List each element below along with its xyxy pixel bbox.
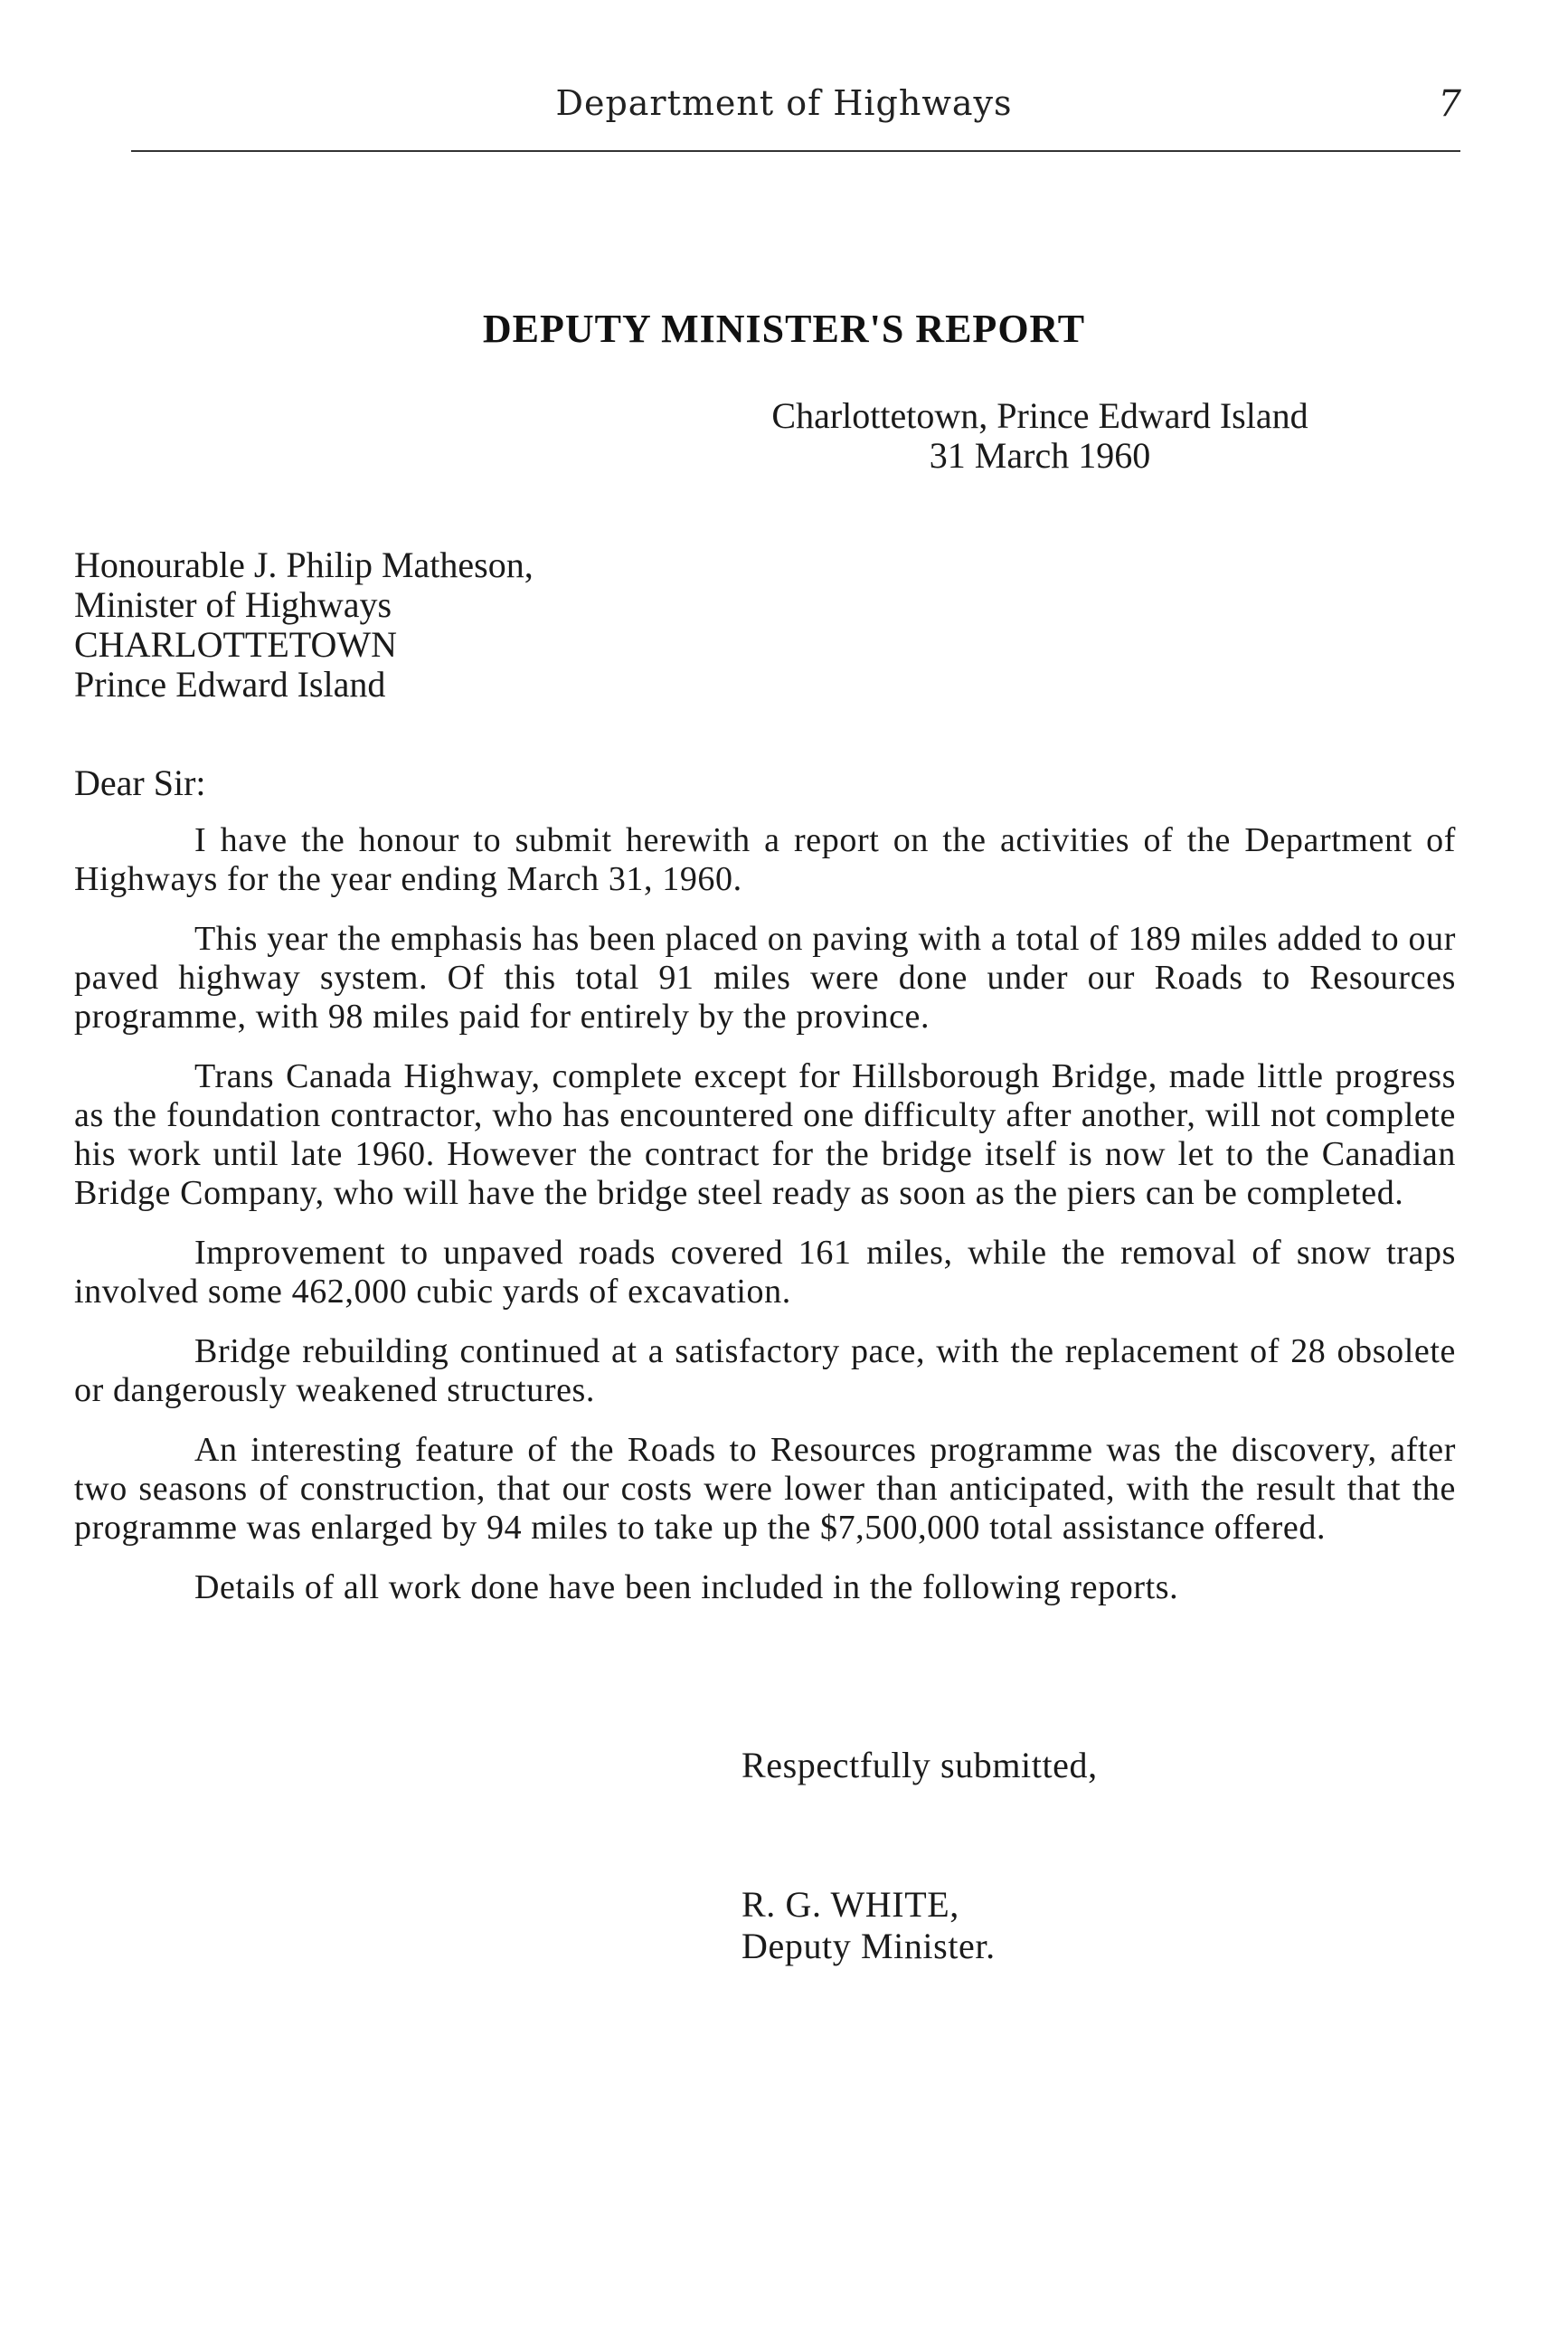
report-title: DEPUTY MINISTER'S REPORT [482, 307, 1086, 351]
dateline-date: 31 March 1960 [929, 435, 1151, 476]
body-paragraph: Details of all work done have been included in the following reports. [194, 1568, 1179, 1606]
body-paragraph: Trans Canada Highway, complete except for Hillsborough Bridge, made little progress as the foundation contractor, who has encountered one difficulty after another, will not complete his work until late 1960. However the contract for the bridge itself is now let to the Canadian Bridge Company, who will have the bridge steel ready as soon as the piers can be completed. [74, 1057, 1456, 1212]
closing: Respectfully submitted, [741, 1745, 1098, 1785]
signatory-name: R. G. WHITE, [741, 1884, 959, 1925]
body-paragraph: Improvement to unpaved roads covered 161 miles, while the removal of snow traps involved some 462,000 cubic yards of excavation. [74, 1234, 1456, 1311]
address-line: Honourable J. Philip Matheson, [74, 544, 534, 585]
header-rule [131, 150, 1460, 152]
page-number: 7 [1438, 83, 1461, 125]
signature-block [741, 1884, 996, 1967]
address-line: Prince Edward Island [74, 664, 386, 705]
salutation: Dear Sir: [74, 762, 206, 803]
dateline [696, 396, 1384, 476]
body-paragraph: I have the honour to submit herewith a report on the activities of the Department of Highways for the year ending March 31, 1960. [74, 821, 1456, 898]
letter-body [74, 821, 1456, 1628]
address-line: CHARLOTTETOWN [74, 624, 397, 665]
signatory-title: Deputy Minister. [741, 1926, 996, 1966]
running-header [0, 83, 1568, 137]
body-paragraph: This year the emphasis has been placed on paving with a total of 189 miles added to our paved highway system. Of this total 91 miles were done under our Roads to Resources programme, with 98 miles paid for entirely by the province. [74, 920, 1456, 1036]
dateline-place: Charlottetown, Prince Edward Island [771, 395, 1308, 436]
address-line: Minister of Highways [74, 584, 392, 625]
body-paragraph: An interesting feature of the Roads to Resources programme was the discovery, after two seasons of construction, that our costs were lower than anticipated, with the result that the programme was enlarged by 94 miles to take up the $7,500,000 total assistance offered. [74, 1431, 1456, 1547]
running-header-title: Department of Highways [555, 83, 1013, 123]
body-paragraph: Bridge rebuilding continued at a satisfactory pace, with the replacement of 28 obsolete or dangerously weakened structures. [74, 1332, 1456, 1409]
recipient-address [74, 545, 534, 705]
